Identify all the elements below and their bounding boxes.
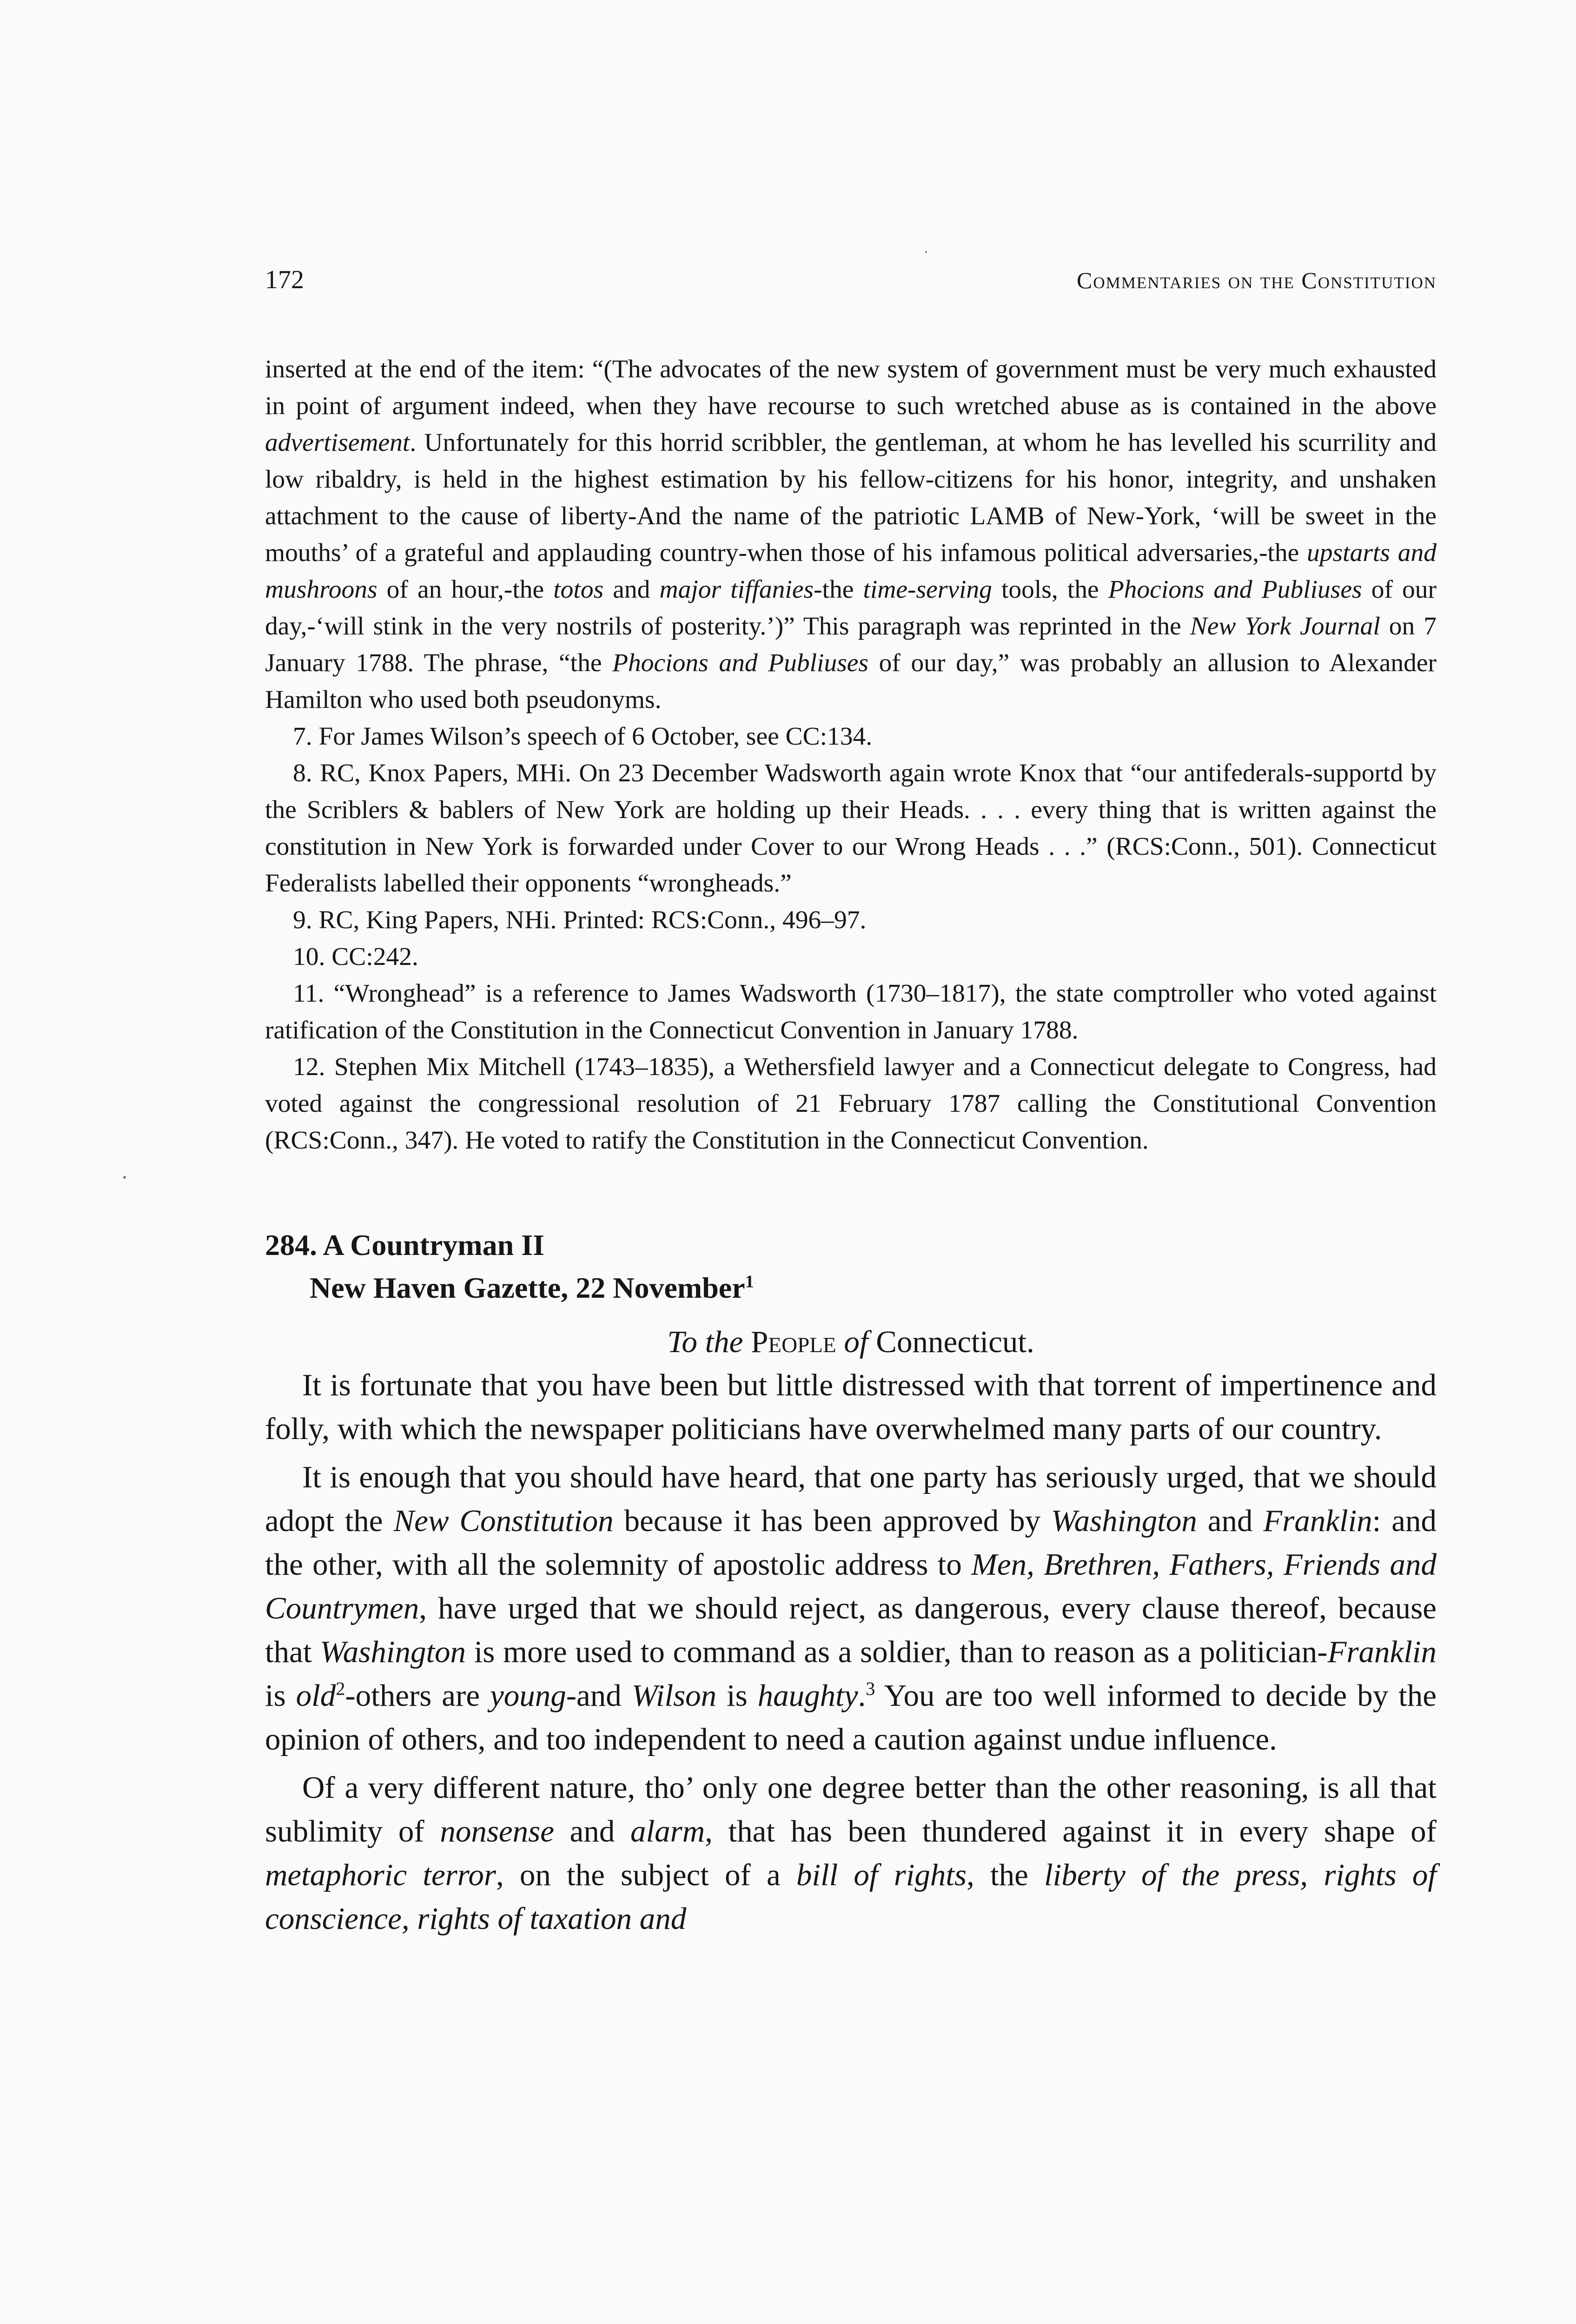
- text-run: , the: [967, 1858, 1045, 1892]
- footnote: [265, 938, 1437, 975]
- text-run: because it has been approved by: [613, 1504, 1051, 1538]
- text-run: and: [1197, 1504, 1264, 1538]
- text-run: and: [603, 575, 660, 604]
- italic-text: metaphoric terror: [265, 1858, 496, 1892]
- text-run: on 7 January 1788. The phrase, “the: [265, 612, 1437, 677]
- text-run: -others are: [345, 1678, 490, 1713]
- article-body: [265, 1363, 1437, 1941]
- text-run: You are too well informed to decide by the opinion of others, and too independent to need a caution against undue influence.: [265, 1678, 1437, 1756]
- text-run: -and: [566, 1678, 632, 1713]
- heading-note-ref: 1: [745, 1272, 754, 1292]
- text-run: inserted at the end of the item: “(The advocates of the new system of government must be very much exhausted in point of argument indeed, when they have recourse to such wretched abuse as is contained in the above: [265, 355, 1437, 420]
- scan-speck: [925, 251, 927, 253]
- italic-text: time-serving: [863, 575, 992, 604]
- text-run: is more used to command as a soldier, than to reason as a politician-: [466, 1635, 1328, 1669]
- text-run: 9. RC, King Papers, NHi. Printed: RCS:Conn., 496–97.: [293, 906, 867, 934]
- body-paragraph: [265, 1766, 1437, 1941]
- italic-text: nonsense: [440, 1814, 554, 1849]
- footnotes-block: [265, 351, 1437, 1159]
- text-run: is: [265, 1678, 296, 1713]
- scan-speck: [123, 1176, 126, 1179]
- text-run: is: [716, 1678, 758, 1713]
- text-run: , have urged that we should reject, as dangerous, every clause thereof, because that: [265, 1591, 1437, 1669]
- italic-text: New York Journal: [1190, 612, 1380, 640]
- running-title: Commentaries on the Constitution: [1077, 267, 1437, 293]
- text-run: , on the subject of a: [496, 1858, 796, 1892]
- text-run: -the: [814, 575, 863, 604]
- italic-text: Wilson: [631, 1678, 717, 1713]
- text-run: , that has been thundered against it in every shape of: [705, 1814, 1437, 1849]
- italic-text: haughty: [757, 1678, 858, 1713]
- salutation-people: People: [751, 1325, 836, 1359]
- heading-source: [265, 1267, 1437, 1309]
- heading-number-title: 284. A Countryman II: [265, 1228, 544, 1261]
- salutation: [265, 1320, 1437, 1363]
- document-page: [265, 260, 1437, 1945]
- salutation-of: of: [844, 1325, 868, 1359]
- text-run: 8. RC, Knox Papers, MHi. On 23 December Wadsworth again wrote Knox that “our antifederals-supportd by the Scriblers & bablers of New York are holding up their Heads. . . . every thing that is written against the constitution in New York is forwarded under Cover to our Wrong Heads . . .” (RCS:Conn., 501). Connecticut Federalists labelled their opponents “wrongheads.”: [265, 759, 1437, 898]
- italic-text: New Constitution: [393, 1504, 614, 1538]
- text-run: : and the other, with all the solemnity of apostolic address to: [265, 1504, 1437, 1582]
- footnote: [265, 1049, 1437, 1159]
- italic-text: upstarts and mushroons: [265, 539, 1437, 604]
- italic-text: Phocions and Publiuses: [612, 649, 869, 677]
- footnote: [265, 718, 1437, 755]
- italic-text: old: [296, 1678, 336, 1713]
- page-number: 172: [265, 265, 304, 294]
- text-run: .: [858, 1678, 866, 1713]
- text-run: 11. “Wronghead” is a reference to James Wadsworth (1730–1817), the state comptroller who voted against ratification of the Constitution in the Connecticut Convention in January 1788.: [265, 979, 1437, 1044]
- note-reference: 3: [866, 1678, 875, 1699]
- footnote: [265, 755, 1437, 902]
- heading-source-text: New Haven Gazette, 22 November: [310, 1271, 745, 1304]
- body-paragraph: [265, 1363, 1437, 1451]
- italic-text: alarm: [630, 1814, 705, 1849]
- text-run: It is fortunate that you have been but little distressed with that torrent of impertinence and folly, with which the newspaper politicians have overwhelmed many parts of our country.: [265, 1368, 1437, 1446]
- running-head: [265, 260, 1437, 302]
- footnote-continuation: [265, 351, 1437, 718]
- text-run: 7. For James Wilson’s speech of 6 October, see CC:134.: [293, 722, 873, 751]
- italic-text: bill of rights: [796, 1858, 967, 1892]
- italic-text: totos: [553, 575, 604, 604]
- italic-text: young: [490, 1678, 566, 1713]
- text-run: and: [554, 1814, 631, 1849]
- italic-text: Franklin: [1327, 1635, 1437, 1669]
- salutation-place: Connecticut.: [876, 1325, 1034, 1359]
- text-run: . Unfortunately for this horrid scribbler, the gentleman, at whom he has levelled his scurrility and low ribaldry, is held in the highest estimation by his fellow-citizens for his honor, integrity, and unshaken attachment to the cause of liberty-And the name of the patriotic LAMB of New-York, ‘will be sweet in the mouths’ of a grateful and applauding country-when those of his infamous political adversaries,-the: [265, 429, 1437, 567]
- text-run: 12. Stephen Mix Mitchell (1743–1835), a Wethersfield lawyer and a Connecticut delegate to Congress, had voted against the congressional resolution of 21 February 1787 calling the Constitutional Convention (RCS:Conn., 347). He voted to ratify the Constitution in the Connecticut Convention.: [265, 1053, 1437, 1155]
- document-heading: [265, 1224, 1437, 1309]
- text-run: of an hour,-the: [377, 575, 554, 604]
- footnote: [265, 975, 1437, 1049]
- italic-text: advertisement: [265, 429, 410, 457]
- text-run: 10. CC:242.: [293, 943, 418, 971]
- italic-text: Men, Brethren, Fathers, Friends and Countrymen: [265, 1547, 1437, 1625]
- footnote: [265, 902, 1437, 938]
- italic-text: liberty of the press, rights of conscience, rights of taxation and: [265, 1858, 1437, 1936]
- italic-text: Washington: [320, 1635, 466, 1669]
- text-run: of our day,-‘will stink in the very nostrils of posterity.’)” This paragraph was reprinted in the: [265, 575, 1437, 640]
- italic-text: Franklin: [1263, 1504, 1372, 1538]
- text-run: It is enough that you should have heard, that one party has seriously urged, that we should adopt the: [265, 1460, 1437, 1538]
- italic-text: major tiffanies: [659, 575, 814, 604]
- body-paragraph: [265, 1455, 1437, 1761]
- italic-text: Washington: [1051, 1504, 1197, 1538]
- text-run: tools, the: [992, 575, 1108, 604]
- salutation-to-the: To the: [667, 1325, 743, 1359]
- text-run: Of a very different nature, tho’ only one degree better than the other reasoning, is all that sublimity of: [265, 1770, 1437, 1849]
- note-reference: 2: [336, 1678, 345, 1699]
- italic-text: Phocions and Publiuses: [1108, 575, 1362, 604]
- text-run: of our day,” was probably an allusion to Alexander Hamilton who used both pseudonyms.: [265, 649, 1437, 714]
